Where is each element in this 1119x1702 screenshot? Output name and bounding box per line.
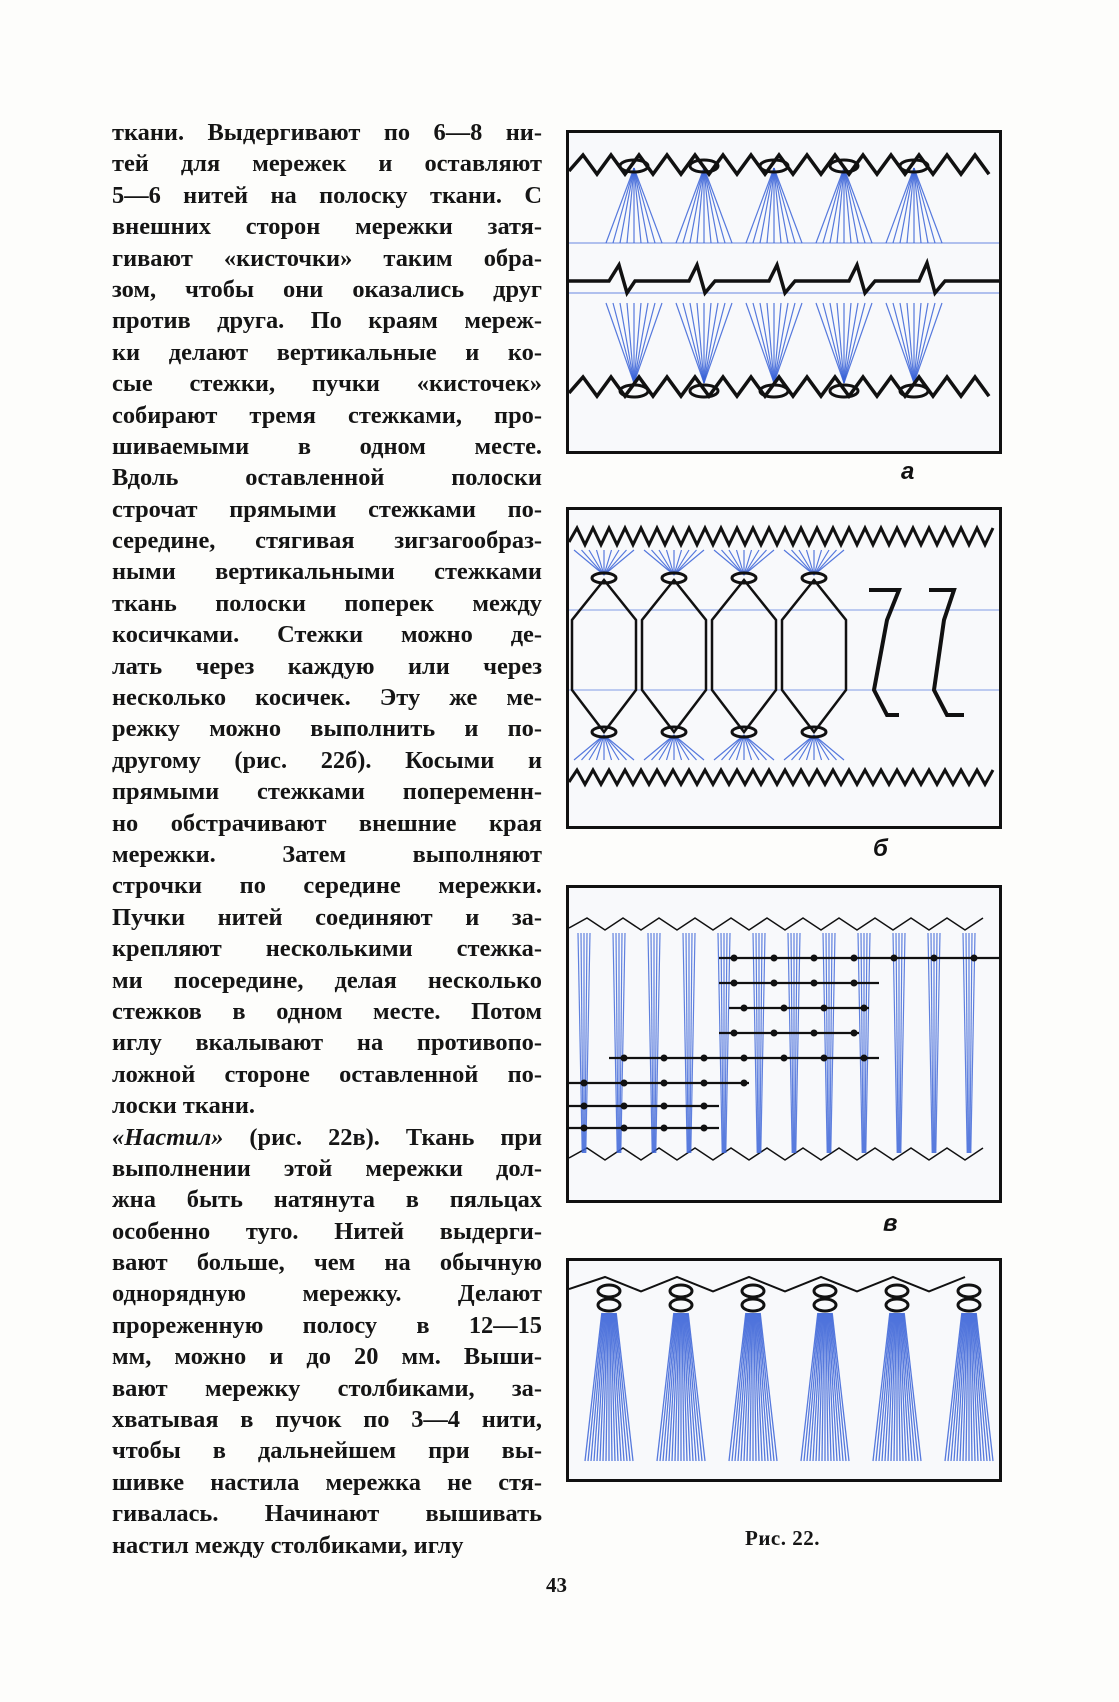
text-line: хватывая в пучок по 3—4 нити, [112,1406,542,1434]
text-line: собирают тремя стежками, про- [112,401,542,429]
text-line: прямыми стежками попеременн- [112,778,542,806]
text-line: ными вертикальными стежками [112,558,542,586]
text-line: против друга. По краям мереж- [112,307,542,335]
embroidery-illustration [569,1261,999,1479]
body-text-column [112,117,542,1561]
text-line: чтобы в дальнейшем при вы- [112,1437,542,1465]
page-number: 43 [546,1573,567,1597]
text-line: середине, стягивая зигзагообраз- [112,527,542,555]
text-line: однорядную мережку. Делают [112,1280,542,1308]
text-line: тей для мережек и оставляют [112,150,542,178]
text-line: другому (рис. 22б). Косыми и [112,746,542,774]
text-line: прореженную полосу в 12—15 [112,1311,542,1339]
text-line: мережки. Затем выполняют [112,840,542,868]
figure-panel-b [566,507,1002,829]
text-line: но обстрачивают внешние края [112,809,542,837]
figure-panel-g [566,1258,1002,1482]
text-line: вают мережку столбиками, за- [112,1374,542,1402]
text-line: лать через каждую или через [112,652,542,680]
text-line: ткань полоски поперек между [112,589,542,617]
embroidery-illustration [569,510,999,826]
text-line: жна быть натянута в пяльцах [112,1186,542,1214]
text-line: лоски ткани. [112,1092,255,1120]
text-line: сые стежки, пучки «кисточек» [112,370,542,398]
text-line: внешних сторон мережки затя- [112,213,542,241]
text-line: строчки по середине мережки. [112,872,542,900]
text-line: мм, можно и до 20 мм. Выши- [112,1343,542,1371]
text-line: крепляют несколькими стежка- [112,935,542,963]
text-line: гивалась. Начинают вышивать [112,1500,542,1528]
text-line: 5—6 нитей на полоску ткани. С [112,181,542,209]
text-line: шивке настила мережка не стя- [112,1468,542,1496]
text-line [112,1122,542,1153]
figure-panel-a [566,130,1002,454]
text-line: настил между столбиками, иглу [112,1531,464,1559]
text-line: ткани. Выдергивают по 6—8 ни- [112,119,542,146]
text-line: гивают «кисточки» таким обра- [112,244,542,272]
figure-label-a: а [901,458,915,485]
text-line: ми посередине, делая несколько [112,966,542,994]
text-line: режку можно выполнить и по- [112,715,542,743]
text-line: ки делают вертикальные и ко- [112,338,542,366]
text-fragment: (рис. 22в). Ткань при [223,1123,542,1151]
text-line: ложной стороне оставленной по- [112,1060,542,1088]
embroidery-illustration [569,888,999,1200]
text-line: Пучки нитей соединяют и за- [112,903,542,931]
figure-label-v: в [883,1210,898,1237]
text-line: выполнении этой мережки дол- [112,1154,542,1182]
figure-caption: Рис. 22. [745,1526,820,1550]
term-nastil: «Настил» [112,1123,224,1151]
text-line: строчат прямыми стежками по- [112,495,542,523]
embroidery-illustration [569,133,999,451]
text-line: косичками. Стежки можно де- [112,621,542,649]
text-line: иглу вкалывают на противопо- [112,1029,542,1057]
text-line: стежков в одном месте. Потом [112,997,542,1025]
figure-panel-v [566,885,1002,1203]
text-line: особенно туго. Нитей выдерги- [112,1217,542,1245]
text-line: зом, чтобы они оказались друг [112,275,542,303]
figure-label-b: б [873,835,888,862]
text-line: несколько косичек. Эту же ме- [112,684,542,712]
text-line: Вдоль оставленной полоски [112,464,542,492]
text-line: вают больше, чем на обычную [112,1249,542,1277]
text-line: шиваемыми в одном месте. [112,432,542,460]
